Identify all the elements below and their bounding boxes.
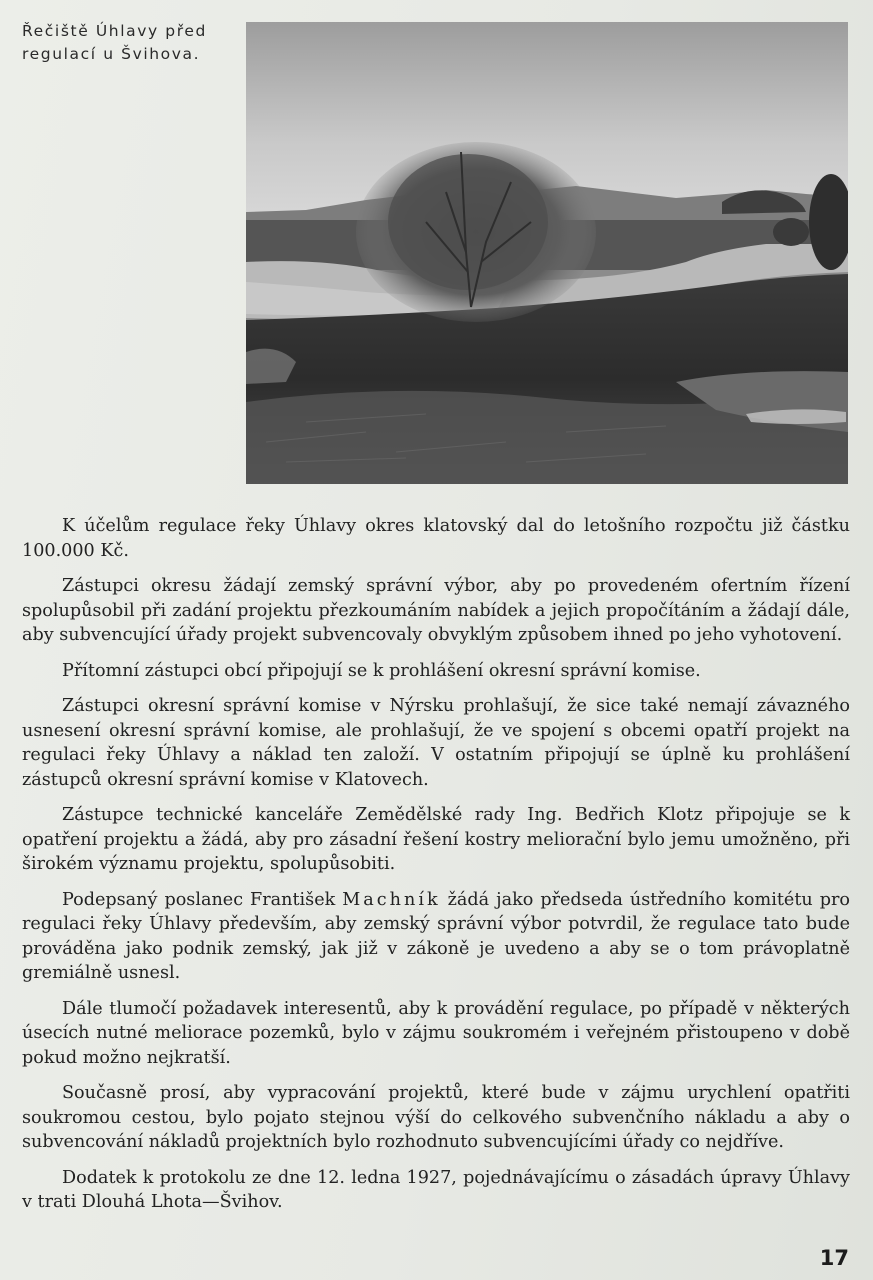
paragraph-9: Dodatek k protokolu ze dne 12. ledna 1927, pojednávajícímu o zásadách úpravy Úhlavy v trati Dlouhá Lhota—Švihov. [22,1167,850,1212]
paragraph-2: Zástupci okresu žádají zemský správní výbor, aby po provedeném ofertním řízení spolupůsobil při zadání projektu přezkoumáním nabídek a jejich propočítáním a žádají dále, aby subvencující úřady projekt subvencovaly obvyklým způsobem ihned po jeho vyhotovení. [22,576,850,645]
paragraph-1: K účelům regulace řeky Úhlavy okres klatovský dal do letošního rozpočtu již částku 100.000 Kč. [22,516,850,561]
page-number: 17 [819,1246,849,1270]
paragraph-6 [22,888,850,986]
body-text [22,514,850,1226]
paragraph-3: Přítomní zástupci obcí připojují se k prohlášení okresní správní komise. [62,660,701,681]
paragraph-7: Dále tlumočí požadavek interesentů, aby k provádění regulace, po případě v některých úsecích nutné meliorace pozemků, bylo v zájmu soukromém i veřejném přistoupeno v době pokud možno nejkratší. [22,998,850,1068]
paragraph-8: Současně prosí, aby vypracování projektů, které bude v zájmu urychlení opatřiti soukromou cestou, bylo pojato stejnou výší do celkového subvenčního nákladu a aby o subvencování nákladů projektních bylo rozhodnuto subvencujícími úřady co nejdříve. [22,1083,850,1152]
photo-caption [22,20,232,66]
paragraph-6-end: žádá jako předseda ústředního komitétu pro regulaci řeky Úhlavy především, aby zemský správní výbor potvrdil, že regulace tato bude prováděna jako podnik zemský, jak již v zákoně je uvedeno a aby se o tom právoplatně gremiálně usnesl. [22,889,850,983]
paragraph-4: Zástupci okresní správní komise v Nýrsku prohlašují, že sice také nemají závazného usnesení okresní správní komise, ale prohlašují, že ve spojení s obcemi opatří projekt na regulaci řeky Úhlavy a náklad ten založí. V ostatním připojují se úplně ku prohlášení zástupců okresní správní komise v Klatovech. [22,696,850,790]
landscape-photo-icon [246,22,848,484]
signatory-name: Machník [342,889,441,910]
caption-line-2: regulací u Švihova. [22,45,201,63]
river-photo [246,22,848,484]
caption-line-1: Řečiště Úhlavy před [22,22,207,40]
paragraph-6-start: Podepsaný poslanec František [62,889,343,910]
paragraph-5: Zástupce technické kanceláře Zemědělské rady Ing. Bedřich Klotz připojuje se k opatření projektu a žádá, aby pro zásadní řešení kostry meliorační bylo jemu umožněno, při širokém významu projektu, spolupůsobiti. [22,805,850,874]
